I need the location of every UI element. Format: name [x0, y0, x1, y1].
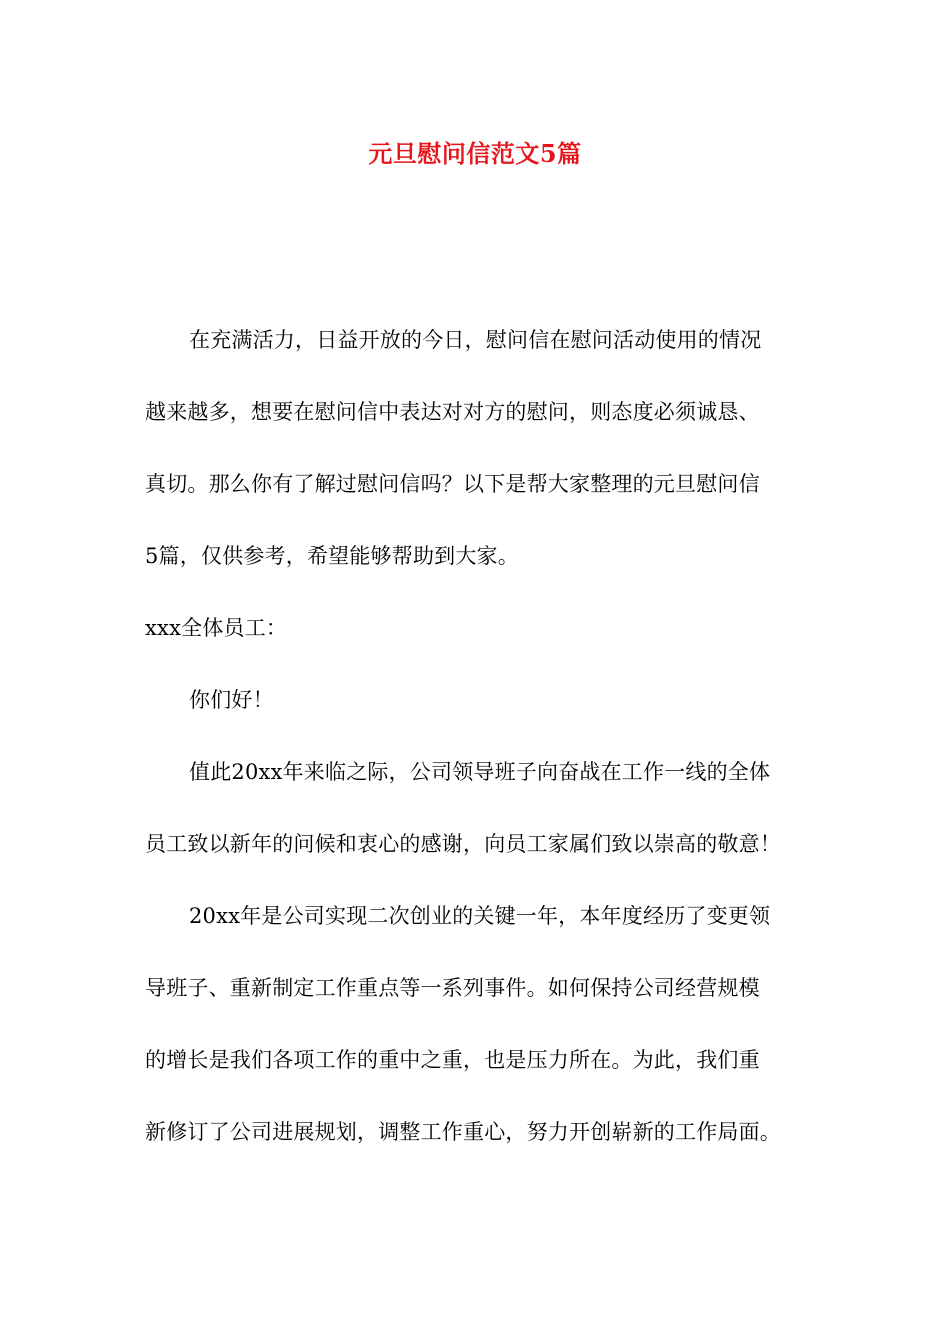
document-title: 元旦慰问信范文5篇: [368, 139, 582, 168]
body-line: 的增长是我们各项工作的重中之重，也是压力所在。为此，我们重: [145, 1048, 760, 1072]
body-line: 5篇，仅供参考，希望能够帮助到大家。: [145, 544, 519, 568]
body-line: 新修订了公司进展规划，调整工作重心，努力开创崭新的工作局面。: [145, 1120, 781, 1144]
body-line: 20xx年是公司实现二次创业的关键一年，本年度经历了变更领: [189, 904, 771, 928]
document-body: [145, 315, 810, 1179]
body-line: 越来越多，想要在慰问信中表达对对方的慰问，则态度必须诚恳、: [145, 400, 760, 424]
body-line: 导班子、重新制定工作重点等一系列事件。如何保持公司经营规模: [145, 976, 760, 1000]
greeting: 你们好！: [189, 688, 274, 712]
body-line: 真切。那么你有了解过慰问信吗？以下是帮大家整理的元旦慰问信: [145, 472, 760, 496]
body-line: 员工致以新年的问候和衷心的感谢，向员工家属们致以崇高的敬意！: [145, 832, 781, 856]
body-line: 在充满活力，日益开放的今日，慰问信在慰问活动使用的情况: [189, 328, 762, 352]
salutation: xxx全体员工：: [145, 616, 288, 640]
body-line: 值此20xx年来临之际，公司领导班子向奋战在工作一线的全体: [189, 760, 771, 784]
